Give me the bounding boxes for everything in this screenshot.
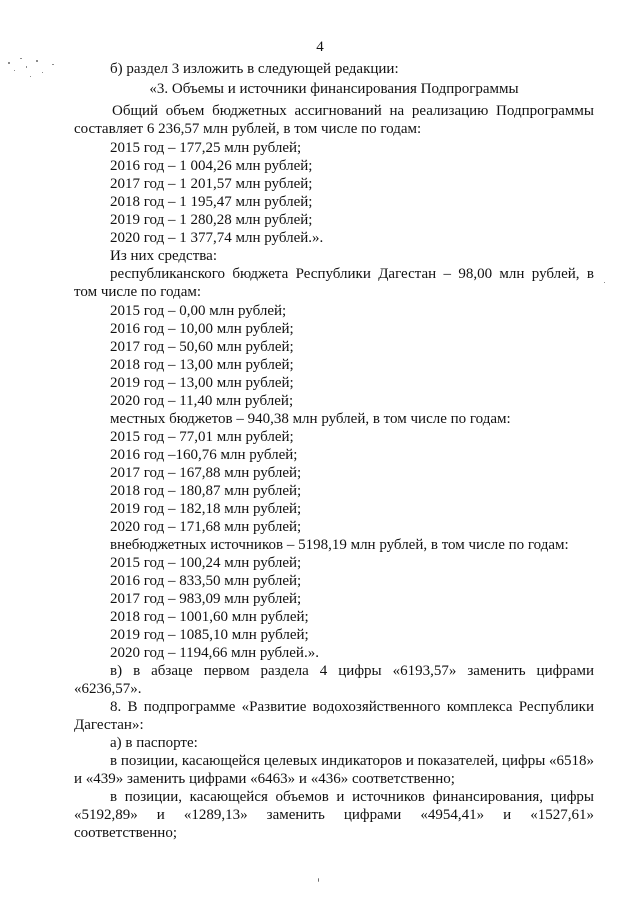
item-8-line-2: Дагестан»: <box>74 717 144 733</box>
total-paragraph-line-1: Общий объем бюджетных ассигнований на реализацию Подпрограммы <box>112 103 594 119</box>
indicators-line-2: и «439» заменить цифрами «6463» и «436» соответственно; <box>74 771 455 787</box>
item-v-line-1: в) в абзаце первом раздела 4 цифры «6193,57» заменить цифрами <box>110 663 594 679</box>
extrabudget-year-item: 2018 год – 1001,60 млн рублей; <box>110 609 309 625</box>
local-paragraph: местных бюджетов – 940,38 млн рублей, в том числе по годам: <box>110 411 511 427</box>
republic-year-item: 2016 год – 10,00 млн рублей; <box>110 321 294 337</box>
item-a-label: а) в паспорте: <box>110 735 198 751</box>
extrabudget-year-item: 2016 год – 833,50 млн рублей; <box>110 573 302 589</box>
section-heading: «3. Объемы и источники финансирования Подпрограммы <box>149 81 519 97</box>
page-number: 4 <box>316 39 324 55</box>
local-year-item: 2017 год – 167,88 млн рублей; <box>110 465 302 481</box>
local-year-item: 2019 год – 182,18 млн рублей; <box>110 501 302 517</box>
funding-line-2: «5192,89» и «1289,13» заменить цифрами «4954,41» и «1527,61» <box>74 807 594 823</box>
extrabudget-year-item: 2015 год – 100,24 млн рублей; <box>110 555 302 571</box>
local-year-item: 2018 год – 180,87 млн рублей; <box>110 483 302 499</box>
funding-line-1: в позиции, касающейся объемов и источников финансирования, цифры <box>110 789 594 805</box>
of-which-label: Из них средства: <box>110 248 217 264</box>
total-paragraph-line-2: составляет 6 236,57 млн рублей, в том числе по годам: <box>74 121 422 137</box>
local-year-item: 2015 год – 77,01 млн рублей; <box>110 429 294 445</box>
republic-paragraph-line-1: республиканского бюджета Республики Дагестан – 98,00 млн рублей, в <box>110 266 594 282</box>
republic-year-item: 2017 год – 50,60 млн рублей; <box>110 339 294 355</box>
republic-year-item: 2015 год – 0,00 млн рублей; <box>110 303 287 319</box>
republic-paragraph-line-2: том числе по годам: <box>74 284 202 300</box>
extrabudget-year-item: 2019 год – 1085,10 млн рублей; <box>110 627 309 643</box>
section-b-intro: б) раздел 3 изложить в следующей редакции: <box>110 61 399 77</box>
total-year-item: 2018 год – 1 195,47 млн рублей; <box>110 194 313 210</box>
funding-line-3: соответственно; <box>74 825 177 841</box>
total-year-item: 2020 год – 1 377,74 млн рублей.». <box>110 230 324 246</box>
republic-year-item: 2020 год – 11,40 млн рублей; <box>110 393 294 409</box>
republic-year-item: 2018 год – 13,00 млн рублей; <box>110 357 294 373</box>
total-year-item: 2015 год – 177,25 млн рублей; <box>110 140 302 156</box>
republic-year-item: 2019 год – 13,00 млн рублей; <box>110 375 294 391</box>
item-8-line-1: 8. В подпрограмме «Развитие водохозяйственного комплекса Республики <box>110 699 594 715</box>
total-year-item: 2017 год – 1 201,57 млн рублей; <box>110 176 313 192</box>
total-year-item: 2019 год – 1 280,28 млн рублей; <box>110 212 313 228</box>
local-year-item: 2016 год –160,76 млн рублей; <box>110 447 298 463</box>
item-v-line-2: «6236,57». <box>74 681 142 697</box>
total-year-item: 2016 год – 1 004,26 млн рублей; <box>110 158 313 174</box>
extrabudget-year-item: 2017 год – 983,09 млн рублей; <box>110 591 302 607</box>
extrabudget-year-item: 2020 год – 1194,66 млн рублей.». <box>110 645 319 661</box>
extrabudget-paragraph: внебюджетных источников – 5198,19 млн рублей, в том числе по годам: <box>110 537 569 553</box>
local-year-item: 2020 год – 171,68 млн рублей; <box>110 519 302 535</box>
indicators-line-1: в позиции, касающейся целевых индикаторов и показателей, цифры «6518» <box>110 753 595 769</box>
